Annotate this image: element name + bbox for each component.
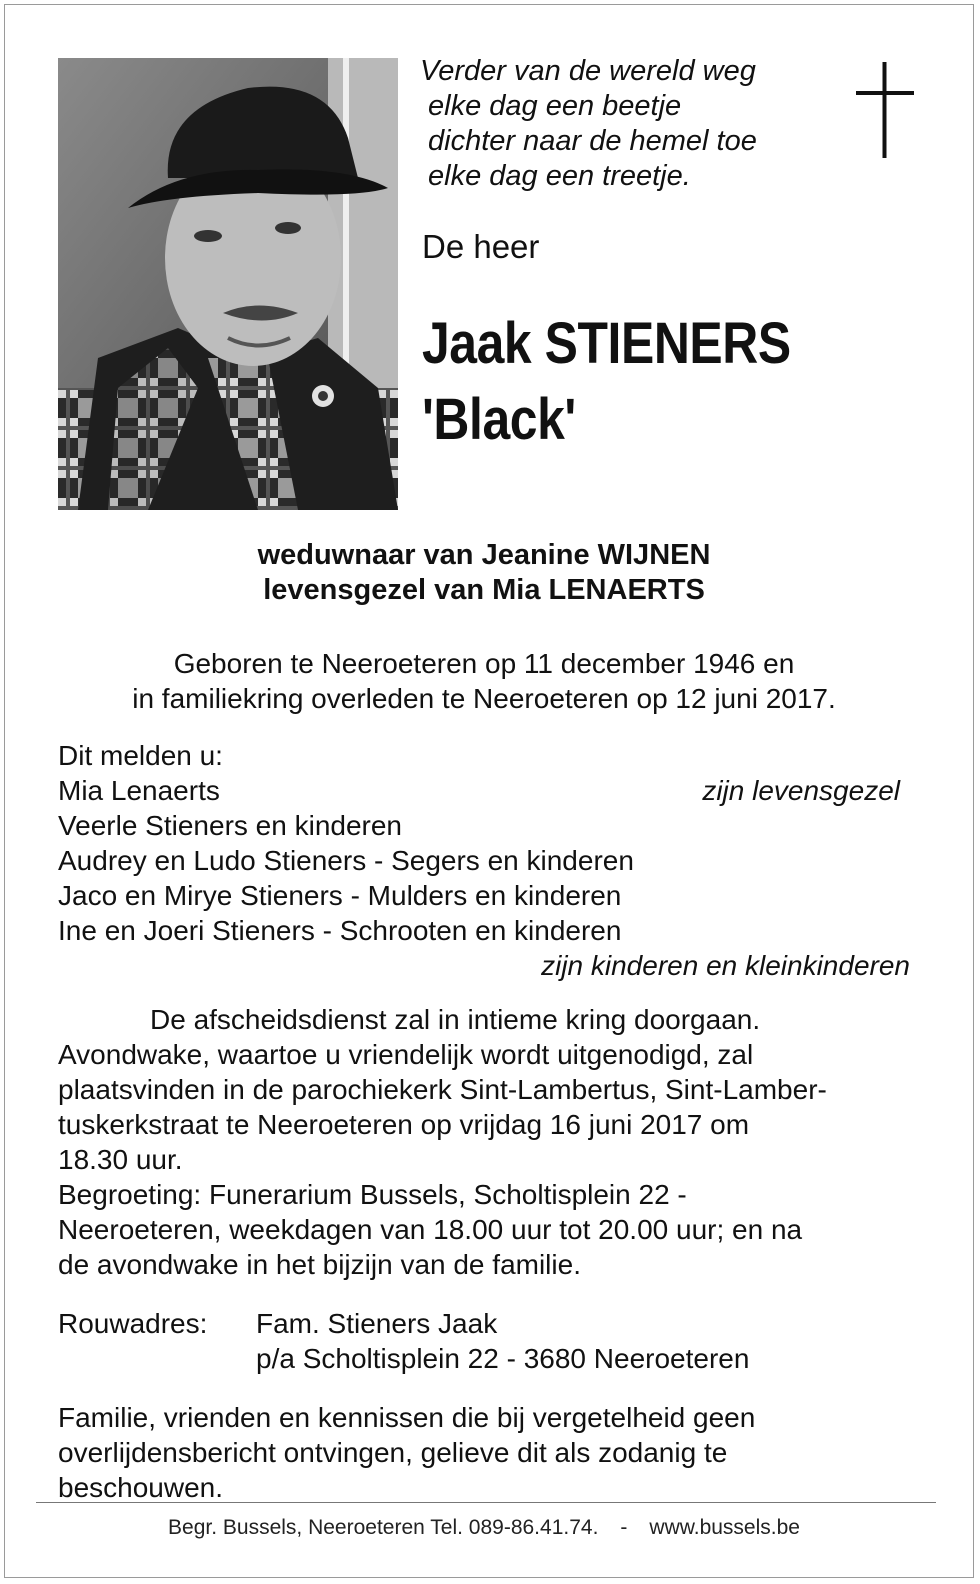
family-member: Mia Lenaerts: [58, 775, 220, 806]
death-line: in familiekring overleden te Neeroeteren op 12 juni 2017.: [132, 683, 836, 714]
announce-intro: Dit melden u:: [58, 740, 223, 771]
cross-icon: [856, 62, 914, 158]
service-info: [58, 1002, 910, 1282]
closing-line: beschouwen.: [58, 1472, 224, 1503]
footer-divider: [36, 1502, 936, 1503]
family-announcement: [58, 738, 910, 983]
service-line: plaatsvinden in de parochiekerk Sint-Lambertus, Sint-Lamber-: [58, 1074, 827, 1105]
verse-line: elke dag een treetje.: [428, 160, 691, 192]
service-line: tuskerkstraat te Neeroeteren op vrijdag 16 juni 2017 om: [58, 1109, 750, 1140]
verse: [420, 54, 757, 194]
family-member: Veerle Stieners en kinderen: [58, 810, 402, 841]
birth-death-info: [0, 646, 968, 716]
verse-line: Verder van de wereld weg: [420, 55, 756, 87]
footer-website: www.bussels.be: [649, 1516, 800, 1539]
address-line: Fam. Stieners Jaak: [256, 1308, 498, 1339]
service-line: Avondwake, waartoe u vriendelijk wordt uitgenodigd, zal: [58, 1039, 754, 1070]
deceased-name-line: Jaak STIENERS: [422, 311, 791, 376]
family-row: [58, 773, 910, 808]
relations: [0, 538, 968, 608]
address-line: p/a Scholtisplein 22 - 3680 Neeroeteren: [256, 1343, 750, 1374]
closing-line: Familie, vrienden en kennissen die bij vergetelheid geen: [58, 1402, 756, 1433]
service-line: De afscheidsdienst zal in intieme kring doorgaan.: [150, 1004, 761, 1035]
family-row: [58, 913, 910, 948]
portrait-photo: [58, 58, 398, 510]
closing-line: overlijdensbericht ontvingen, gelieve dit als zodanig te: [58, 1437, 728, 1468]
family-row: [58, 843, 910, 878]
family-role-children: zijn kinderen en kleinkinderen: [541, 950, 910, 981]
address-label: Rouwadres:: [58, 1308, 208, 1339]
footer-contact: Begr. Bussels, Neeroeteren Tel. 089-86.41.74.: [168, 1516, 599, 1539]
family-member: Audrey en Ludo Stieners - Segers en kinderen: [58, 845, 634, 876]
footer-separator: -: [620, 1516, 628, 1539]
footer: [0, 1516, 968, 1540]
family-role: zijn levensgezel: [702, 775, 900, 806]
honorific: De heer: [422, 228, 540, 265]
deceased-name: [422, 306, 791, 458]
family-member: Jaco en Mirye Stieners - Mulders en kinderen: [58, 880, 622, 911]
family-row: [58, 808, 910, 843]
family-row: [58, 948, 910, 983]
relation-widower: weduwnaar van Jeanine WIJNEN: [257, 539, 711, 571]
verse-line: elke dag een beetje: [428, 90, 682, 122]
mourning-address: [58, 1306, 910, 1376]
service-line: Neeroeteren, weekdagen van 18.00 uur tot 20.00 uur; en na: [58, 1214, 803, 1245]
relation-partner: levensgezel van Mia LENAERTS: [263, 574, 705, 606]
verse-line: dichter naar de hemel toe: [428, 125, 757, 157]
family-member: Ine en Joeri Stieners - Schrooten en kinderen: [58, 915, 622, 946]
service-line: Begroeting: Funerarium Bussels, Scholtisplein 22 -: [58, 1179, 687, 1210]
birth-line: Geboren te Neeroeteren op 11 december 1946 en: [173, 648, 795, 679]
family-row: [58, 878, 910, 913]
service-line: 18.30 uur.: [58, 1144, 183, 1175]
service-line: de avondwake in het bijzijn van de familie.: [58, 1249, 581, 1280]
deceased-nickname: 'Black': [422, 387, 576, 452]
closing-note: [58, 1400, 910, 1505]
